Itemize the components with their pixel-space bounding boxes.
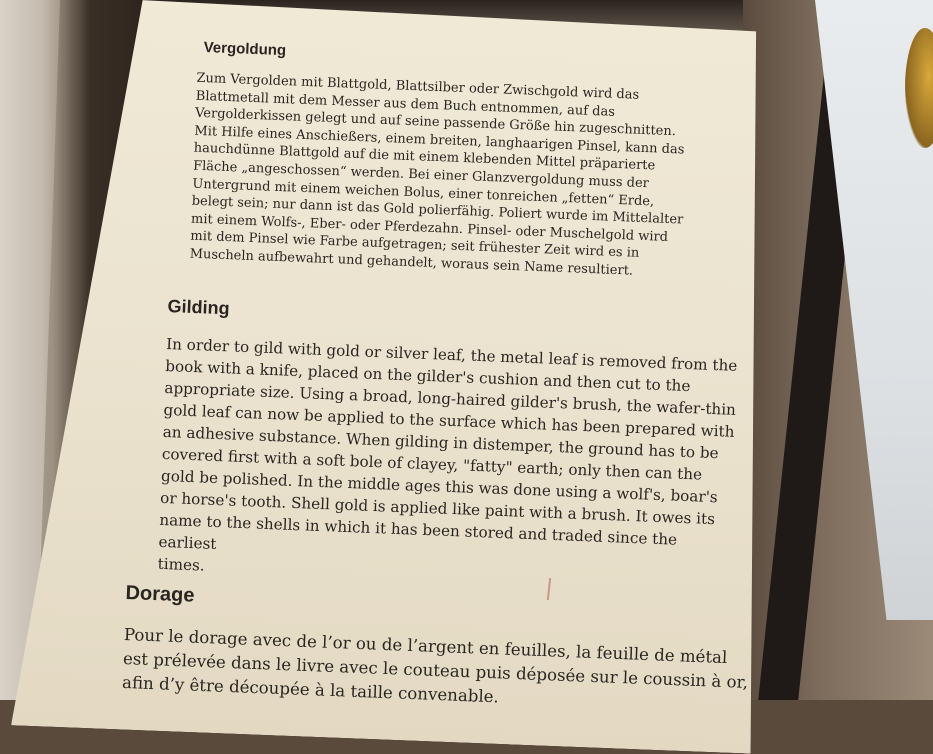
section-english (157, 296, 747, 597)
paragraph-english: In order to gild with gold or silver leaf, the metal leaf is removed from the book with a knife, placed on the gilder's cushion and then cut to the appropriate size. Using a broad, long-haired gilder's brush, the wafer-thin gold leaf can now be applied to the surface which has been prepared with an adhesive substance. When gilding in distemper, the ground has to be covered first with a soft bole of clayey, "fatty" earth; only then can the gold be polished. In the middle ages this was done using a wolf's, boar's or horse's tooth. Shell gold is applied like paint with a brush. It owes its name to the shells in which it has been stored and traded since the earliest times. (157, 334, 738, 575)
heading-german: Vergoldung (203, 38, 287, 60)
paragraph-german: Zum Vergolden mit Blattgold, Blattsilber oder Zwischgold wird das Blattmetall mit dem Messer aus dem Buch entnommen, auf das Vergolderkissen gelegt und auf seine passende Größe hin zugeschnitten. Mit Hilfe eines Anschießers, einem breiten, langhaarigen Pinsel, kann das hauchdünne Blattgold auf die mit einem klebenden Mittel präparierte Fläche „angeschossen“ werden. Bei einer Glanzvergoldung muss der Untergrund mit einem weichen Bolus, einer tonreichen „fetten“ Erde, belegt sein; nur dann ist das Gold polierfähig. Poliert wurde im Mittelalter mit einem Wolfs-, Eber- oder Pferdezahn. Pinsel- oder Muschelgold wird mit dem Pinsel wie Farbe aufgetragen; seit frühester Zeit wird es in Muscheln aufbewahrt und gehandelt, woraus sein Name resultiert. (189, 70, 685, 279)
heading-english: Gilding (167, 296, 230, 319)
section-french (122, 582, 766, 719)
section-german (169, 38, 737, 284)
heading-french: Dorage (125, 582, 195, 607)
paragraph-french: Pour le dorage avec de l’or ou de l’argent en feuilles, la feuille de métal est prélevée dans le livre avec le couteau puis déposée sur le coussin à or, afin d’y être découpée à la taille convenable. (121, 624, 749, 707)
